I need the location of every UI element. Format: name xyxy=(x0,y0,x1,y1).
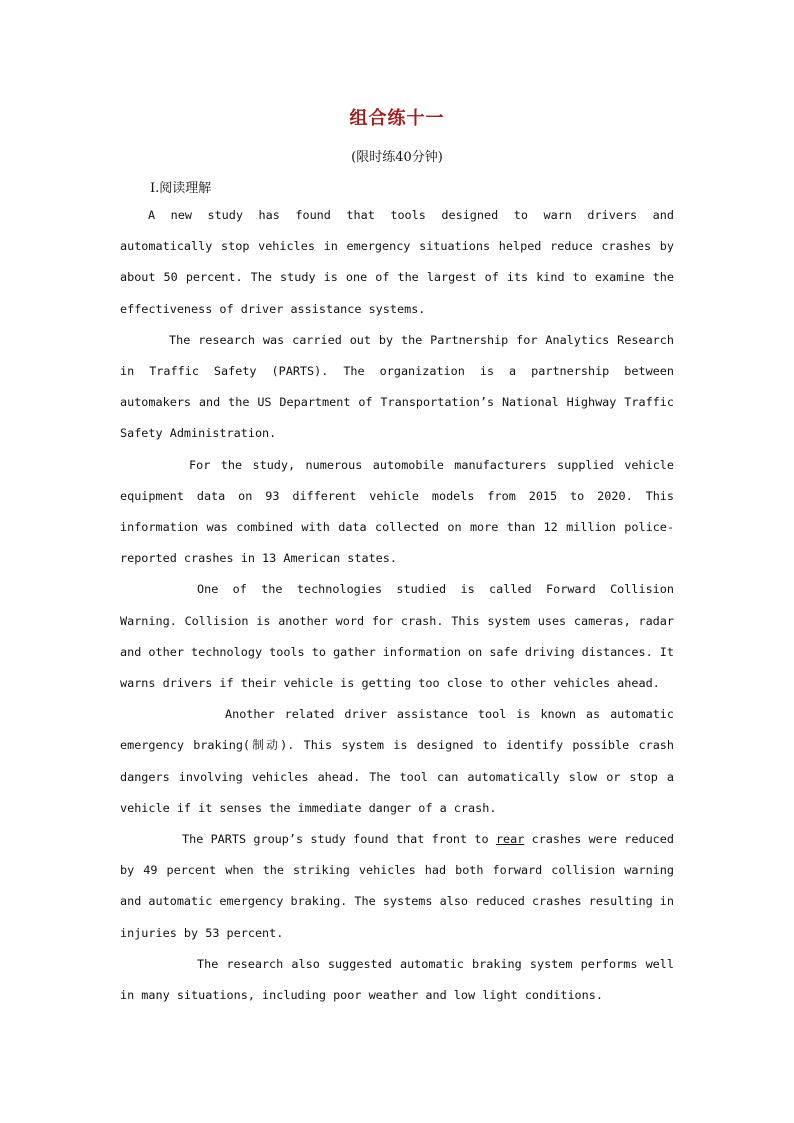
paragraph-6-text-before: The PARTS group’s study found that front to xyxy=(182,832,496,847)
page-title: 组合练十一 xyxy=(349,108,445,129)
underlined-word-rear: rear xyxy=(495,832,525,847)
paragraph-6 xyxy=(120,824,674,949)
paragraph-2: The research was carried out by the Partnership for Analytics Research in Traffic Safety (PARTS). The organization is a partnership between automakers and the US Department of Transportation’s National Highway Traffic Safety Administration. xyxy=(120,332,674,441)
paragraph-7: The research also suggested automatic braking system performs well in many situations, including poor weather and low light conditions. xyxy=(120,956,674,1003)
section-heading: Ⅰ.阅读理解 xyxy=(150,181,212,196)
paragraph-4: One of the technologies studied is called Forward Collision Warning. Collision is another word for crash. This system uses cameras, radar and other technology tools to gather information on safe driving distances. It warns drivers if their vehicle is getting too close to other vehicles ahead. xyxy=(120,582,674,691)
paragraph-6-text-after: crashes were reduced by 49 percent when the striking vehicles had both forward collision warning and automatic emergency braking. The systems also reduced crashes resulting in injuries by 53 percent. xyxy=(120,832,674,940)
paragraph-1: A new study has found that tools designed to warn drivers and automatically stop vehicles in emergency situations helped reduce crashes by about 50 percent. The study is one of the largest of its kind to examine the effectiveness of driver assistance systems. xyxy=(120,208,674,316)
paragraph-3: For the study, numerous automobile manufacturers supplied vehicle equipment data on 93 different vehicle models from 2015 to 2020. This information was combined with data collected on more than 12 million police-reported crashes in 13 American states. xyxy=(120,457,674,566)
time-limit-subtitle: (限时练40分钟) xyxy=(351,150,443,165)
reading-passage xyxy=(120,200,674,1011)
paragraph-5: Another related driver assistance tool is known as automatic emergency braking(制动). This system is designed to identify possible crash dangers involving vehicles ahead. The tool can automatically slow or stop a vehicle if it senses the immediate danger of a crash. xyxy=(120,707,674,815)
